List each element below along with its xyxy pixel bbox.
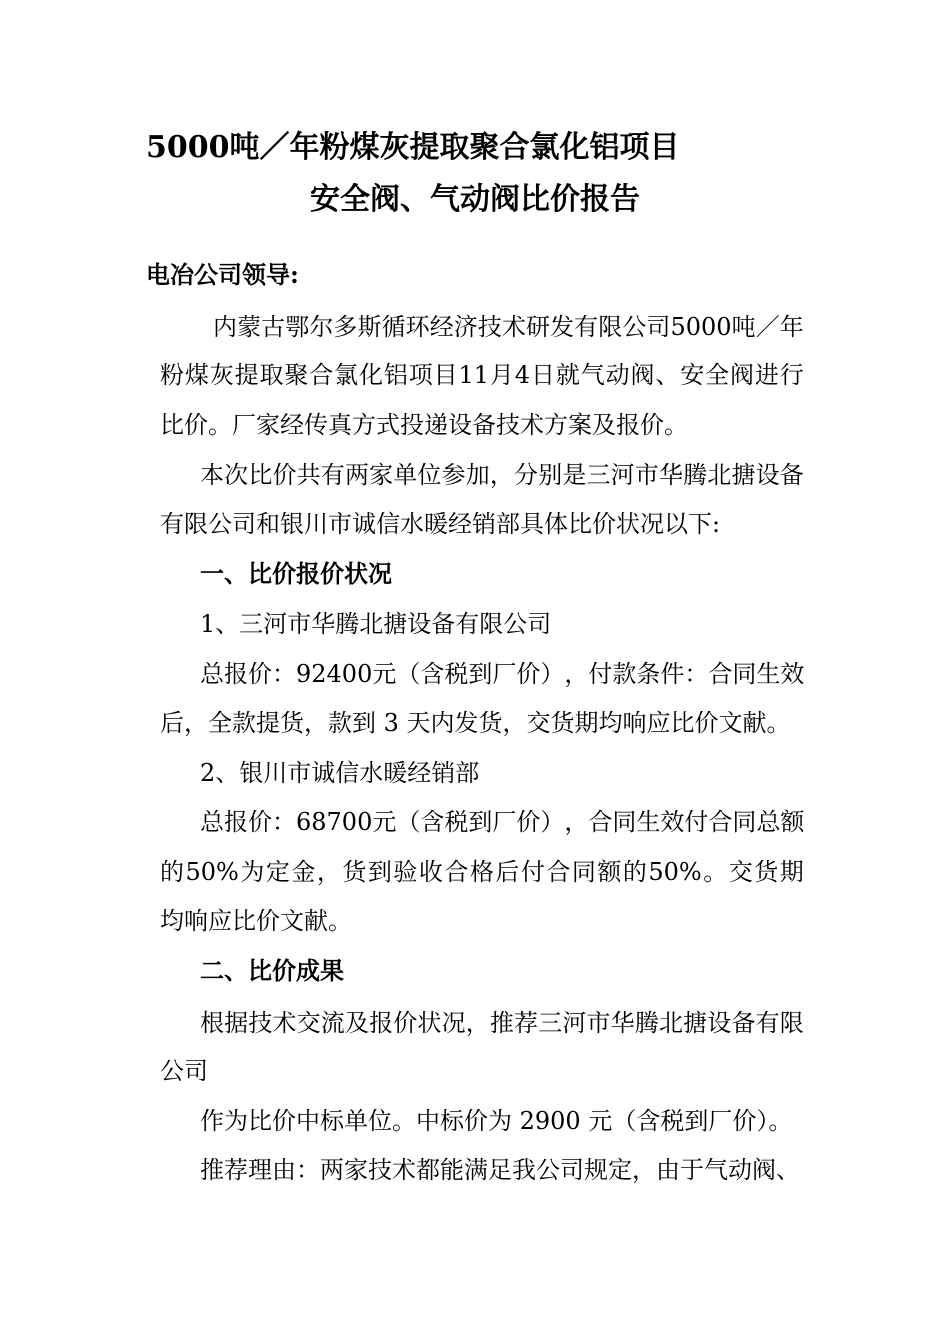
- paragraph-line: 粉 煤 灰 提 取 聚 合 氯 化 铝 项 目 11 月 4 日 就 气 动 阀 、 安 全 阀 进 行: [160, 361, 804, 389]
- result-line: 根 据 技 术 交 流 及 报 价 状 况 ， 推 荐 三 河 市 华 腾 北 搪 设 备 有 限: [200, 1009, 804, 1037]
- vendor-quote-line: 均响应比价文献。: [160, 907, 352, 935]
- vendor-name: 1、三河市华腾北搪设备有限公司: [200, 610, 552, 638]
- section-heading: 一、比价报价状况: [200, 559, 392, 588]
- paragraph-line: 有限公司和银川市诚信水暖经销部具体比价状况以下:: [160, 510, 721, 538]
- title-line-1: 5000吨／年粉煤灰提取聚合氯化铝项目: [146, 130, 680, 165]
- salutation: 电冶公司领导:: [146, 260, 299, 289]
- vendor-quote-line: 总 报 价 ： 92400 元 （ 含 税 到 厂 价 ） ， 付 款 条 件 ： 合 同 生 效: [200, 660, 805, 688]
- vendor-quote-line: 的 50% 为 定 金 ， 货 到 验 收 合 格 后 付 合 同 额 的 50% 。 交 货 期: [160, 858, 804, 886]
- paragraph-line: 比价。厂家经传真方式投递设备技术方案及报价。: [160, 411, 688, 439]
- paragraph-line: 内 蒙 古 鄂 尔 多 斯 循 环 经 济 技 术 研 发 有 限 公 司 5000 吨 ／ 年: [213, 313, 804, 341]
- section-heading: 二、比价成果: [200, 956, 344, 985]
- vendor-quote-line: 后，全款提货，款到 3 天内发货，交货期均响应比价文献。: [160, 709, 791, 737]
- result-line: 作为比价中标单位。中标价为 2900 元（含税到厂价）。: [200, 1107, 793, 1135]
- paragraph-line: 本 次 比 价 共 有 两 家 单 位 参 加 ， 分 别 是 三 河 市 华 腾 北 搪 设 备: [200, 461, 804, 489]
- vendor-name: 2、银川市诚信水暖经销部: [200, 759, 480, 787]
- title-line-2: 安全阀、气动阀比价报告: [310, 182, 640, 217]
- result-line: 公司: [160, 1057, 208, 1085]
- vendor-quote-line: 总 报 价 ： 68700 元 （ 含 税 到 厂 价 ） ， 合 同 生 效 付 合 同 总 额: [200, 808, 805, 836]
- result-line: 推荐理由：两家技术都能满足我公司规定，由于气动阀、: [200, 1156, 800, 1184]
